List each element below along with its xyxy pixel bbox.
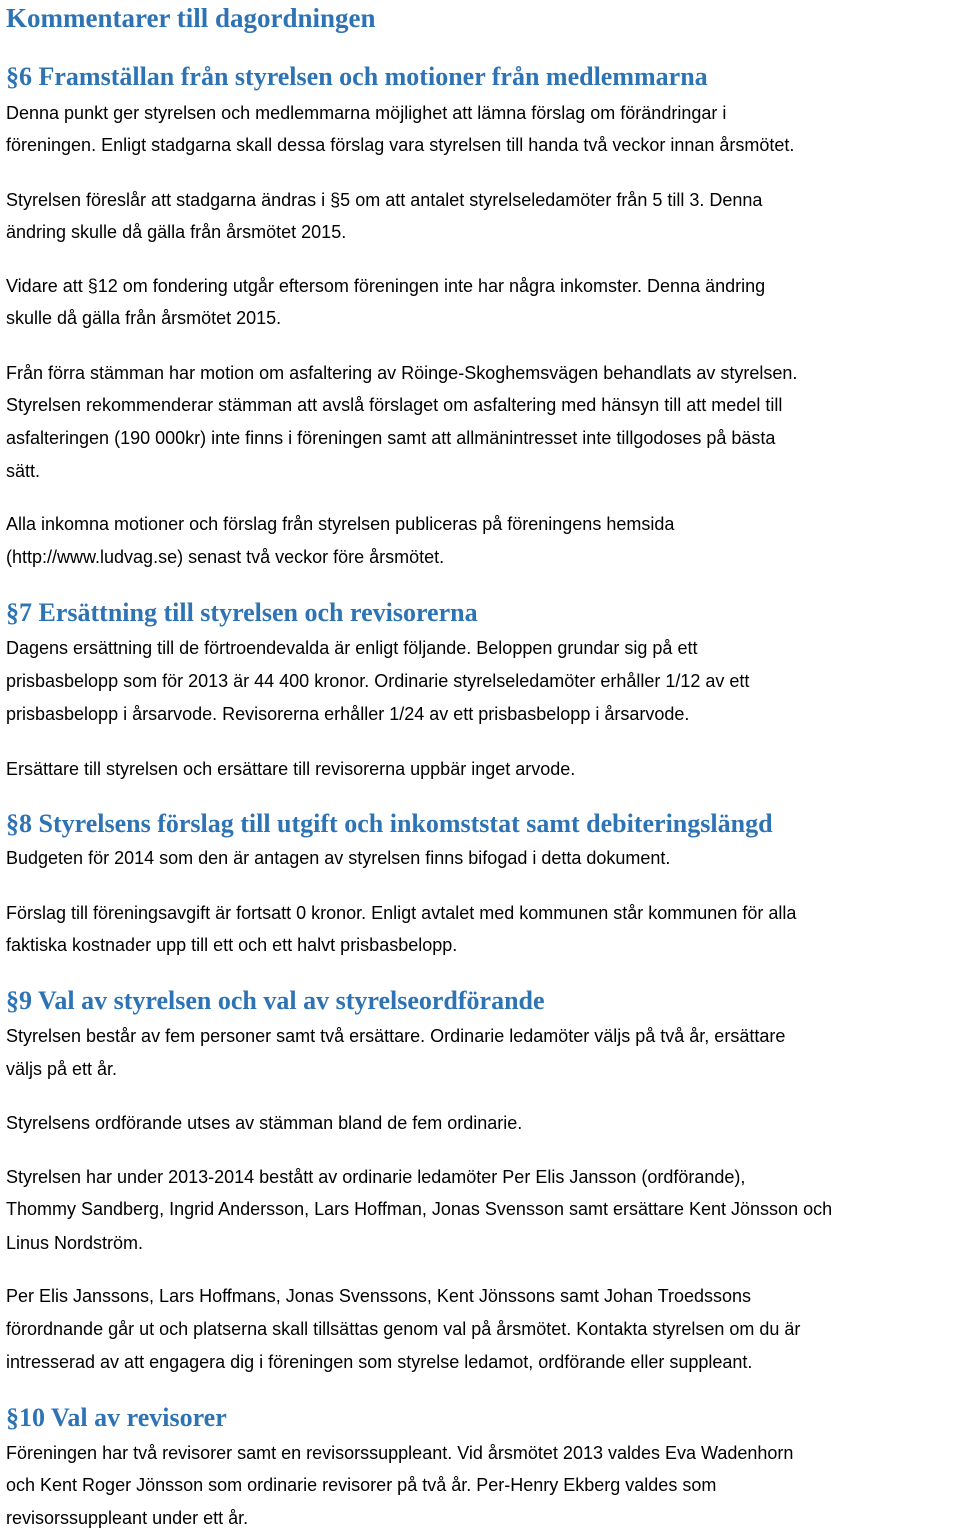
section-9-heading: §9 Val av styrelsen och val av styrelseordförande bbox=[6, 986, 545, 1015]
section-6-line: asfalteringen (190 000kr) inte finns i föreningen samt att allmänintresset inte tillgodoses på bästa bbox=[6, 428, 776, 448]
section-9-line: intresserad av att engagera dig i föreningen som styrelse ledamot, ordförande eller suppleant. bbox=[6, 1352, 753, 1372]
section-9-line: Styrelsen har under 2013-2014 bestått av ordinarie ledamöter Per Elis Jansson (ordförande), bbox=[6, 1167, 746, 1187]
section-10-line: och Kent Roger Jönsson som ordinarie revisorer på två år. Per-Henry Ekberg valdes som bbox=[6, 1475, 717, 1495]
section-6-line: föreningen. Enligt stadgarna skall dessa förslag vara styrelsen till handa två veckor innan årsmötet. bbox=[6, 135, 795, 155]
section-6-line: (http://www.ludvag.se) senast två veckor före årsmötet. bbox=[6, 547, 445, 567]
section-8-line: faktiska kostnader upp till ett och ett halvt prisbasbelopp. bbox=[6, 935, 458, 955]
section-7-heading: §7 Ersättning till styrelsen och revisorerna bbox=[6, 598, 478, 627]
section-9-line: Linus Nordström. bbox=[6, 1233, 144, 1253]
section-7-line: Ersättare till styrelsen och ersättare till revisorerna uppbär inget arvode. bbox=[6, 759, 576, 779]
section-9-line: Per Elis Janssons, Lars Hoffmans, Jonas Svenssons, Kent Jönssons samt Johan Troedssons bbox=[6, 1286, 752, 1306]
section-9-line: förordnande går ut och platserna skall tillsättas genom val på årsmötet. Kontakta styrelsen om du är bbox=[6, 1319, 801, 1339]
section-8-line: Förslag till föreningsavgift är fortsatt 0 kronor. Enligt avtalet med kommunen står kommunen för alla bbox=[6, 903, 797, 923]
section-6-line: Från förra stämman har motion om asfaltering av Röinge-Skoghemsvägen behandlats av styrelsen. bbox=[6, 363, 798, 383]
section-6-line: Vidare att §12 om fondering utgår eftersom föreningen inte har några inkomster. Denna ändring bbox=[6, 276, 766, 296]
section-6-line: Styrelsen föreslår att stadgarna ändras i §5 om att antalet styrelseledamöter från 5 till 3. Denna bbox=[6, 190, 763, 210]
section-9-line: Styrelsens ordförande utses av stämman bland de fem ordinarie. bbox=[6, 1113, 523, 1133]
section-9-line: väljs på ett år. bbox=[6, 1059, 118, 1079]
section-6-line: sätt. bbox=[6, 461, 41, 481]
section-6-heading: §6 Framställan från styrelsen och motioner från medlemmarna bbox=[6, 62, 708, 91]
section-7-line: prisbasbelopp i årsarvode. Revisorerna erhåller 1/24 av ett prisbasbelopp i årsarvode. bbox=[6, 704, 690, 724]
section-7-line: Dagens ersättning till de förtroendevalda är enligt följande. Beloppen grundar sig på ett bbox=[6, 638, 698, 658]
section-8-heading: §8 Styrelsens förslag till utgift och inkomststat samt debiteringslängd bbox=[6, 809, 773, 838]
section-9-line: Thommy Sandberg, Ingrid Andersson, Lars Hoffman, Jonas Svensson samt ersättare Kent Jönsson och bbox=[6, 1199, 833, 1219]
section-6-line: Styrelsen rekommenderar stämman att avslå förslaget om asfaltering med hänsyn till att medel till bbox=[6, 395, 783, 415]
page-title: Kommentarer till dagordningen bbox=[6, 3, 376, 33]
section-7-line: prisbasbelopp som för 2013 är 44 400 kronor. Ordinarie styrelseledamöter erhåller 1/12 av ett bbox=[6, 671, 750, 691]
section-10-line: Föreningen har två revisorer samt en revisorssuppleant. Vid årsmötet 2013 valdes Eva Wadenhorn bbox=[6, 1443, 794, 1463]
section-6-line: ändring skulle då gälla från årsmötet 2015. bbox=[6, 222, 347, 242]
section-6-line: Denna punkt ger styrelsen och medlemmarna möjlighet att lämna förslag om förändringar i bbox=[6, 103, 727, 123]
section-6-line: Alla inkomna motioner och förslag från styrelsen publiceras på föreningens hemsida bbox=[6, 514, 675, 534]
section-9-line: Styrelsen består av fem personer samt två ersättare. Ordinarie ledamöter väljs på två år, ersättare bbox=[6, 1026, 786, 1046]
section-10-line: revisorssuppleant under ett år. bbox=[6, 1508, 249, 1528]
section-8-line: Budgeten för 2014 som den är antagen av styrelsen finns bifogad i detta dokument. bbox=[6, 848, 671, 868]
section-6-line: skulle då gälla från årsmötet 2015. bbox=[6, 308, 282, 328]
section-10-heading: §10 Val av revisorer bbox=[6, 1403, 227, 1432]
